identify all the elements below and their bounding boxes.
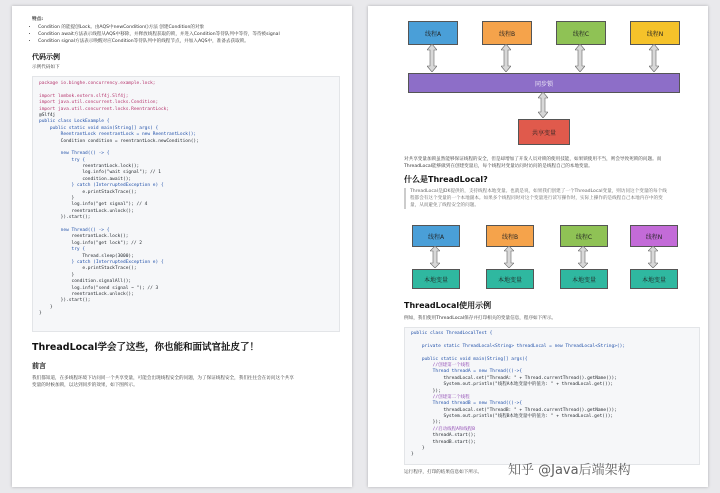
code-line: Thread.sleep(3000); (39, 253, 134, 259)
preface-heading: 前言 (32, 362, 46, 370)
right-document-page (368, 6, 708, 487)
code-intro-text: 示例代码如下 (32, 65, 60, 70)
code-line: //创建第一个线程 (411, 362, 470, 368)
thread-box-b: 线程B (486, 225, 534, 247)
feature-bullet: • Condition 的能提创Lock。由AQS中newCondition()方法 创建Condition的对象 (38, 24, 352, 31)
double-arrow-icon (501, 44, 511, 72)
code-line: reentrantLock.lock(); (39, 164, 140, 170)
code-line: public static void main(String[] args){ (411, 356, 528, 362)
text-line: 量，从而避免了线程安全的问题。 (410, 203, 479, 208)
text-line: 我们都知道，在多线程环境下访问同一个共享变量，可能会出现线程安全的问题，为了保证线程安全，我们往往会在访问这个共享 (32, 376, 294, 381)
code-line: //启动线程A和线程B (411, 426, 476, 432)
code-line: threadA.start(); (411, 433, 477, 439)
code-line: reentrantLock.unlock(); (39, 208, 134, 214)
code-example-heading: 代码示例 (32, 53, 60, 61)
code-block (404, 327, 700, 465)
code-line: }); (411, 388, 441, 394)
code-line: new Thread(() -> { (39, 227, 110, 233)
local-variable-box: 本地变量 (486, 269, 534, 289)
double-arrow-icon (430, 246, 440, 268)
code-line: @Slf4j (39, 112, 56, 118)
zhihu-watermark: 知乎 @Java后端架构 (508, 463, 631, 478)
thread-box-c: 线程C (560, 225, 608, 247)
double-arrow-icon (575, 44, 585, 72)
code-line: log.info("get lock"); // 2 (39, 240, 142, 246)
what-is-threadlocal-heading: 什么是ThreadLocal? (404, 175, 488, 184)
feature-bullet: • Condition signal方法表示唤醒对应Condition等待队列中的线程节点，并加入AQS中，准备去获取锁。 (38, 38, 352, 45)
text-line: 变量的时候加锁，以达到同步的效果，如下图所示。 (32, 383, 138, 388)
code-line: } (411, 446, 425, 452)
code-line: public static void main(String[] args) { (39, 125, 159, 131)
shared-variable-box: 共享变量 (518, 119, 570, 145)
code-line: e.printStackTrace(); (39, 189, 137, 195)
code-line: Condition condition = reentrantLock.newCondition(); (39, 138, 199, 144)
usage-example-heading: ThreadLocal使用示例 (404, 301, 492, 310)
code-line: threadB.start(); (411, 439, 477, 445)
code-line: threadLocal.set("ThreadB: " + Thread.currentThread().getName()); (411, 407, 617, 413)
code-line: log.info("get signal"); // 4 (39, 202, 148, 208)
thread-box-n: 线程N (630, 225, 678, 247)
text-line: ThreadLocal能够做到在创建变量后，每个线程对变量访问时访问的是线程自己的本地变量。 (404, 164, 593, 169)
code-line: new Thread(() -> { (39, 151, 110, 157)
thread-box-n: 线程N (630, 21, 680, 45)
code-line: System.out.println("线程A本地变量中的值为: " + threadLocal.get()); (411, 382, 614, 388)
code-line: } (39, 304, 53, 310)
code-line: condition.await(); (39, 176, 132, 182)
text-line: 对共享变量加锁虽然能够保证线程的安全，但是却增加了开发人员对锁的使用技能，如果锁使用不当，则会导致死锁的问题。而 (404, 157, 662, 162)
text-line: 程都会有这个变量的一个本地副本。如果多个线程同时对这个变量进行读写操作时，实际上操作的是线程自己本地内存中的变 (410, 196, 663, 201)
code-line: reentrantLock.lock(); (39, 234, 129, 240)
code-line: public class LockExample { (39, 119, 110, 125)
code-line: condition.signalAll(); (39, 279, 132, 285)
local-variable-box: 本地变量 (630, 269, 678, 289)
preface-paragraph (32, 375, 342, 389)
code-line: } catch (InterruptedException e) { (39, 183, 164, 189)
double-arrow-icon (538, 92, 548, 118)
code-line: }).start(); (39, 215, 91, 221)
code-line: Thread threadA = new Thread(()->{ (411, 369, 523, 375)
code-line: log.info("wait signal"); // 1 (39, 170, 161, 176)
article-title: ThreadLocal学会了这些，你也能和面试官扯皮了！ (32, 342, 259, 353)
code-line: }); (411, 420, 441, 426)
thread-box-b: 线程B (482, 21, 532, 45)
code-line: }).start(); (39, 298, 91, 304)
code-line: System.out.println("线程B本地变量中的值为: " + threadLocal.get()); (411, 414, 614, 420)
double-arrow-icon (649, 44, 659, 72)
local-variable-box: 本地变量 (412, 269, 460, 289)
code-line: Thread threadB = new Thread(()->{ (411, 401, 523, 407)
sync-lock-bar: 同步锁 (408, 73, 680, 93)
features-heading: 特点: (32, 17, 44, 22)
double-arrow-icon (427, 44, 437, 72)
lock-explanation-paragraph (404, 156, 699, 170)
code-line: } (39, 311, 42, 317)
code-line: try { (39, 247, 86, 253)
code-line: } (39, 196, 75, 202)
code-line: package io.binghe.concurrency.example.lock; (39, 81, 156, 86)
code-line: private static ThreadLocal<String> threadLocal = new ThreadLocal<String>(); (411, 343, 626, 349)
code-block (32, 76, 340, 332)
usage-intro-text: 例如，我们使用ThreadLocal保存并打印相关的变量信息，程序如下所示。 (404, 316, 557, 321)
double-arrow-icon (504, 246, 514, 268)
thread-box-a: 线程A (412, 225, 460, 247)
code-line: ReentrantLock reentrantLock = new ReentrantLock(); (39, 132, 197, 138)
feature-bullet: • Condition await方法表示线程从AQS中移除，并释放线程获取的锁，并进入Condition等待队列中等待，等待被signal (38, 31, 352, 38)
code-line: threadLocal.set("ThreadA: " + Thread.currentThread().getName()); (411, 375, 617, 381)
code-line: } (411, 452, 414, 458)
run-result-text: 运行程序，打印的结果信息如下所示。 (404, 470, 483, 475)
double-arrow-icon (648, 246, 658, 268)
code-line: public class ThreadLocalTest { (411, 331, 493, 336)
code-line: reentrantLock.unlock(); (39, 291, 134, 297)
code-line: import lombok.extern.slf4j.Slf4j; (39, 93, 129, 99)
code-line: try { (39, 157, 86, 163)
double-arrow-icon (578, 246, 588, 268)
code-line: log.info("send signal ~ "); // 3 (39, 285, 159, 291)
code-line: //创建第二个线程 (411, 394, 470, 400)
code-line: } catch (InterruptedException e) { (39, 259, 164, 265)
code-line: import java.util.concurrent.locks.ReentrantLock; (39, 106, 170, 112)
local-variable-box: 本地变量 (560, 269, 608, 289)
code-line: } (39, 272, 75, 278)
thread-box-c: 线程C (556, 21, 606, 45)
text-line: ThreadLocal是JDK提供的，支持线程本地变量。也就是说，如果我们创建了一个ThreadLocal变量，则访问这个变量的每个线 (410, 189, 667, 194)
code-line: e.printStackTrace(); (39, 266, 137, 272)
features-list (24, 24, 352, 45)
definition-quote (404, 188, 700, 209)
code-line: import java.util.concurrent.locks.Condition; (39, 100, 159, 106)
thread-box-a: 线程A (408, 21, 458, 45)
left-document-page (12, 6, 352, 487)
